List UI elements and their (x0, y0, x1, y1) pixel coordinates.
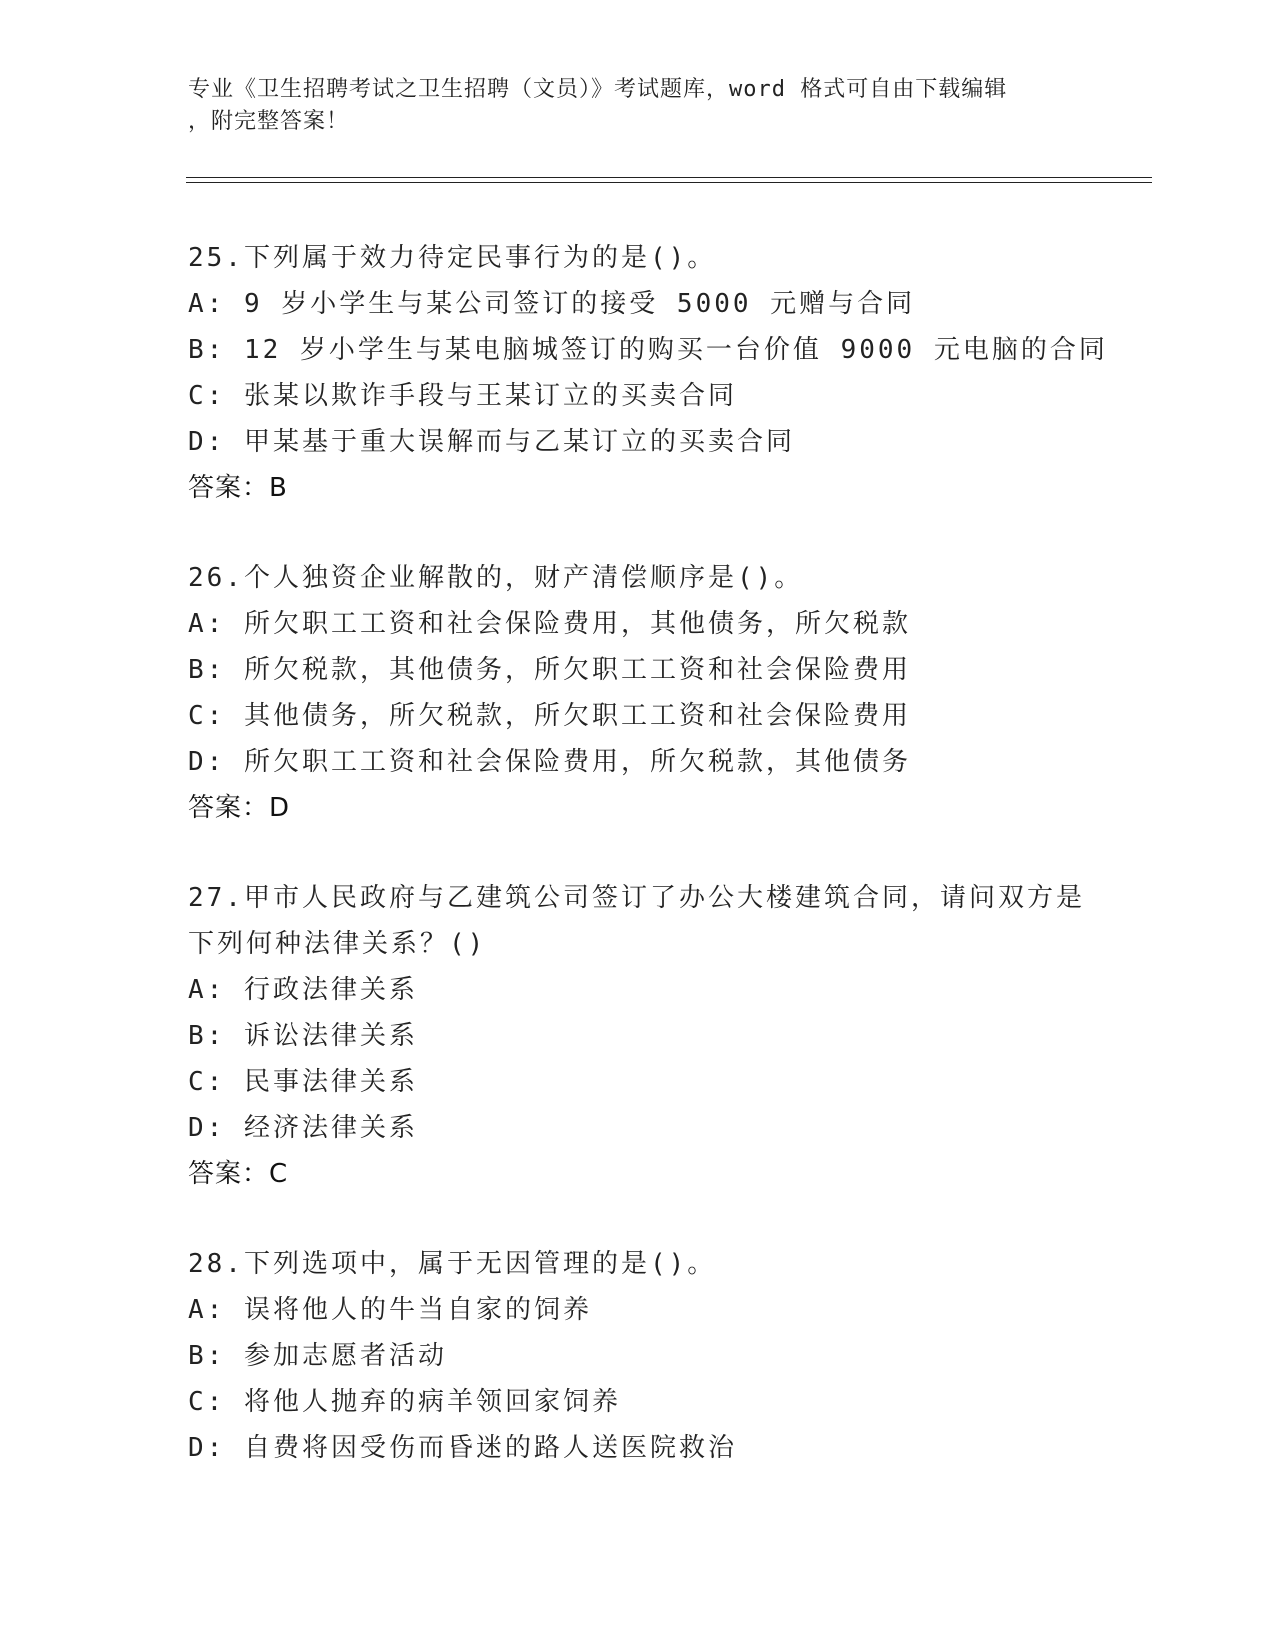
option-b: B: 参加志愿者活动 (188, 1341, 447, 1371)
question-stem-line-2: 下列何种法律关系？() (188, 929, 487, 959)
question-28 (188, 1241, 1128, 1471)
answer: 答案：C (188, 1159, 289, 1189)
option-b: B: 12 岁小学生与某电脑城签订的购买一台价值 9000 元电脑的合同 (188, 335, 1108, 365)
document-header (188, 74, 1088, 138)
header-divider-top (186, 177, 1152, 178)
question-26 (188, 555, 1128, 831)
answer: 答案：B (188, 473, 288, 503)
option-a: A: 误将他人的牛当自家的饲养 (188, 1295, 592, 1325)
option-c: C: 张某以欺诈手段与王某订立的买卖合同 (188, 381, 737, 411)
option-a: A: 行政法律关系 (188, 975, 418, 1005)
question-25 (188, 235, 1128, 511)
question-list (188, 235, 1128, 1515)
header-line-2: ，附完整答案！ (188, 109, 350, 134)
option-d: D: 所欠职工工资和社会保险费用，所欠税款，其他债务 (188, 747, 911, 777)
option-a: A: 9 岁小学生与某公司签订的接受 5000 元赠与合同 (188, 289, 916, 319)
question-stem: 25.下列属于效力待定民事行为的是()。 (188, 243, 717, 273)
question-stem: 28.下列选项中，属于无因管理的是()。 (188, 1249, 717, 1279)
option-b: B: 所欠税款，其他债务，所欠职工工资和社会保险费用 (188, 655, 911, 685)
option-c: C: 将他人抛弃的病羊领回家饲养 (188, 1387, 621, 1417)
option-d: D: 甲某基于重大误解而与乙某订立的买卖合同 (188, 427, 795, 457)
option-a: A: 所欠职工工资和社会保险费用，其他债务，所欠税款 (188, 609, 911, 639)
option-b: B: 诉讼法律关系 (188, 1021, 418, 1051)
answer: 答案：D (188, 793, 291, 823)
option-c: C: 民事法律关系 (188, 1067, 418, 1097)
option-d: D: 经济法律关系 (188, 1113, 418, 1143)
question-stem: 26.个人独资企业解散的，财产清偿顺序是()。 (188, 563, 804, 593)
question-27 (188, 875, 1128, 1197)
question-stem-line-1: 27.甲市人民政府与乙建筑公司签订了办公大楼建筑合同，请问双方是 (188, 883, 1085, 913)
option-c: C: 其他债务，所欠税款，所欠职工工资和社会保险费用 (188, 701, 911, 731)
option-d: D: 自费将因受伤而昏迷的路人送医院救治 (188, 1433, 737, 1463)
header-divider-bottom (186, 182, 1152, 183)
header-line-1: 专业《卫生招聘考试之卫生招聘（文员）》考试题库，word 格式可自由下载编辑 (188, 77, 1008, 102)
